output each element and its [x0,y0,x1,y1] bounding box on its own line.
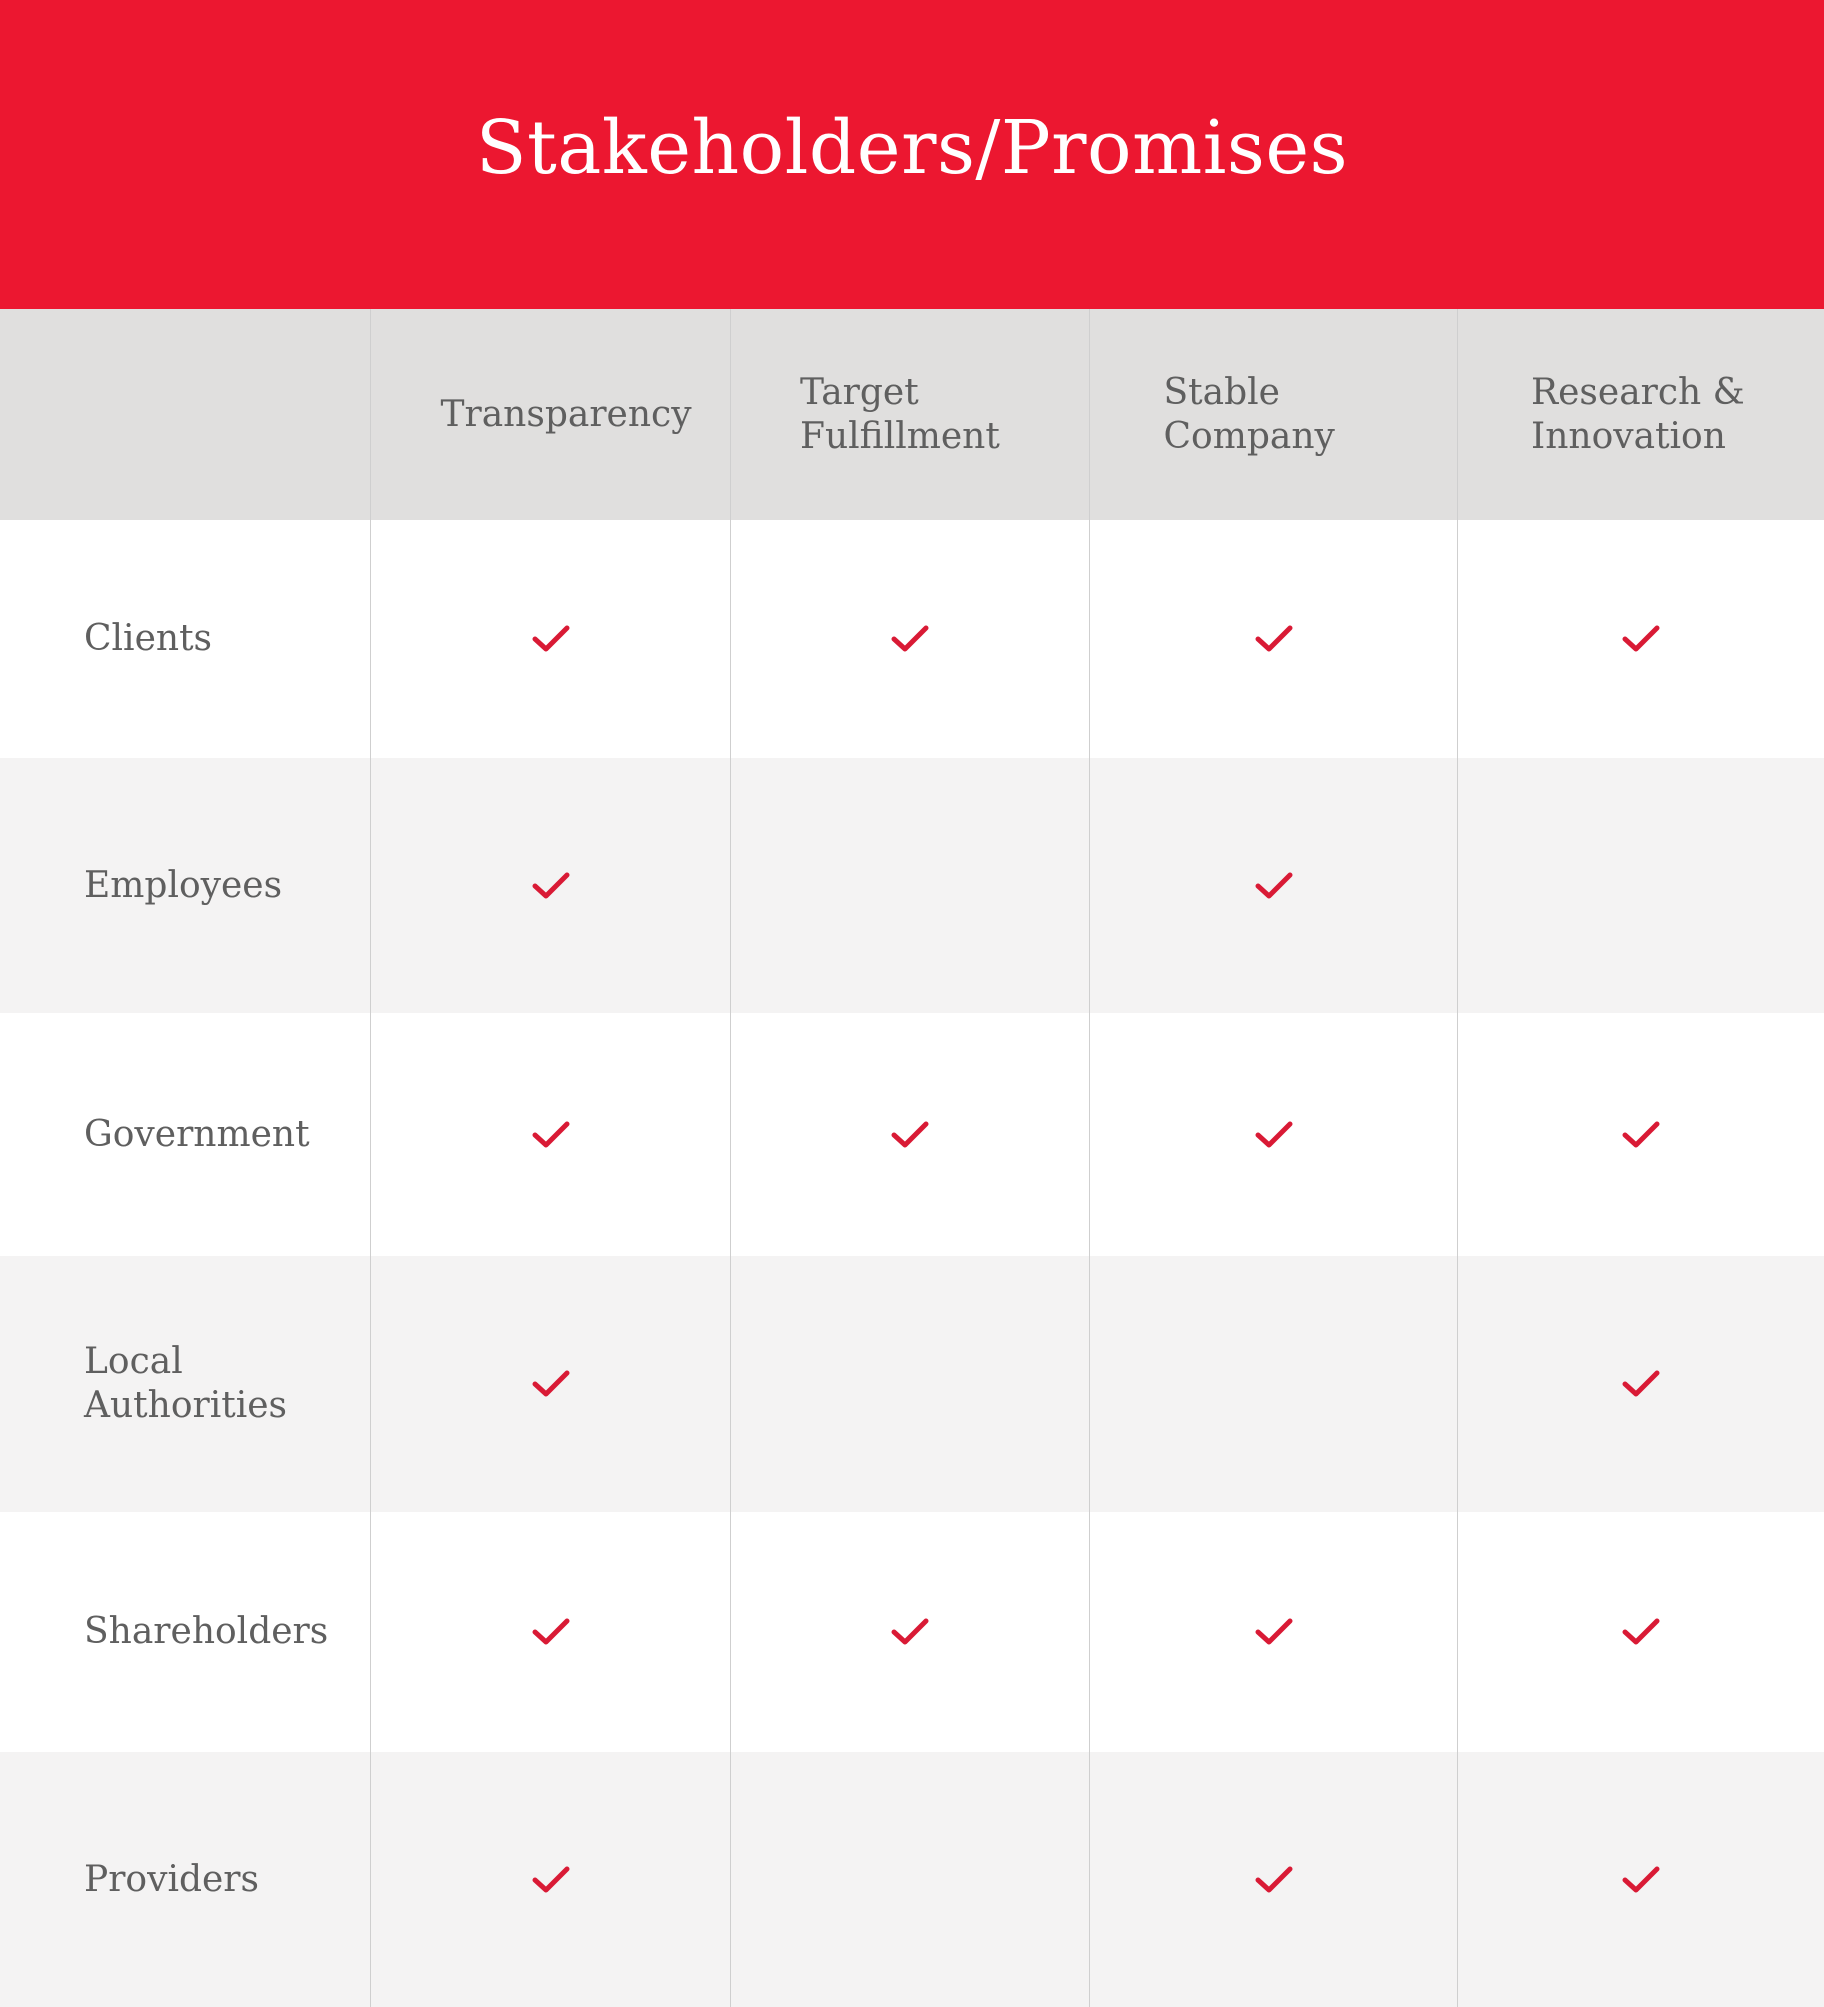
check-cell [1090,1013,1458,1256]
check-mark [894,1621,926,1642]
row-label-employees: Employees [0,758,371,1013]
check-mark [1625,1869,1657,1890]
check-cell [731,1256,1090,1512]
check-mark [535,875,567,896]
check-cell [731,1512,1090,1752]
row-label-local-authorities [0,1256,371,1512]
check-cell [1090,1256,1458,1512]
check-icon [531,1120,571,1150]
check-cell [1458,520,1824,758]
check-icon [1254,871,1294,901]
check-cell [371,1256,731,1512]
check-icon [1254,1120,1294,1150]
check-mark [894,1124,926,1145]
check-icon [531,1369,571,1399]
check-icon [1621,624,1661,654]
row-label-shareholders: Shareholders [0,1512,371,1752]
check-mark [894,628,926,649]
check-cell [1458,758,1824,1013]
check-cell [1458,1752,1824,2007]
row-label-government: Government [0,1013,371,1256]
check-cell [371,1013,731,1256]
check-cell [1090,1512,1458,1752]
check-cell [1090,520,1458,758]
check-icon [1254,624,1294,654]
check-icon [1621,1865,1661,1895]
check-icon [531,1865,571,1895]
check-icon [1621,1120,1661,1150]
row-label-text: Local Authorities [84,1341,287,1426]
check-icon [1621,1617,1661,1647]
check-cell [1090,758,1458,1013]
check-icon [531,1617,571,1647]
check-icon [890,624,930,654]
header-corner-cell [0,309,371,520]
column-header-label: Research & Innovation [1531,371,1745,457]
check-cell [371,520,731,758]
check-mark [1625,1373,1657,1394]
check-cell [731,758,1090,1013]
check-mark [535,1124,567,1145]
check-mark [1258,628,1290,649]
check-cell [1458,1013,1824,1256]
column-header-research-innovation [1458,309,1824,520]
check-mark [535,1621,567,1642]
check-icon [531,871,571,901]
check-cell [731,520,1090,758]
check-cell [1090,1752,1458,2007]
check-mark [1258,1869,1290,1890]
check-mark [535,628,567,649]
check-mark [1625,1124,1657,1145]
check-icon [531,624,571,654]
check-cell [731,1013,1090,1256]
check-mark [1258,1621,1290,1642]
check-icon [890,1617,930,1647]
check-cell [1458,1512,1824,1752]
check-cell [371,758,731,1013]
column-header-label: Stable Company [1163,371,1335,457]
check-mark [1258,1124,1290,1145]
check-cell [371,1512,731,1752]
column-header-stable-company [1090,309,1458,520]
check-cell [371,1752,731,2007]
column-header-target-fulfillment [731,309,1090,520]
check-mark [535,1869,567,1890]
check-mark [535,1373,567,1394]
row-label-clients: Clients [0,520,371,758]
check-mark [1258,875,1290,896]
check-icon [1254,1617,1294,1647]
check-cell [731,1752,1090,2007]
column-header-transparency [371,309,731,520]
check-icon [1254,1865,1294,1895]
column-header-label: Transparency [440,393,692,435]
page-title: Stakeholders/Promises [475,104,1349,191]
check-icon [890,1120,930,1150]
column-header-label: Target Fulfillment [800,371,1000,457]
check-mark [1625,628,1657,649]
check-icon [1621,1369,1661,1399]
check-mark [1625,1621,1657,1642]
check-cell [1458,1256,1824,1512]
promises-table [0,309,1824,2007]
row-label-providers: Providers [0,1752,371,2007]
title-banner [0,0,1824,309]
